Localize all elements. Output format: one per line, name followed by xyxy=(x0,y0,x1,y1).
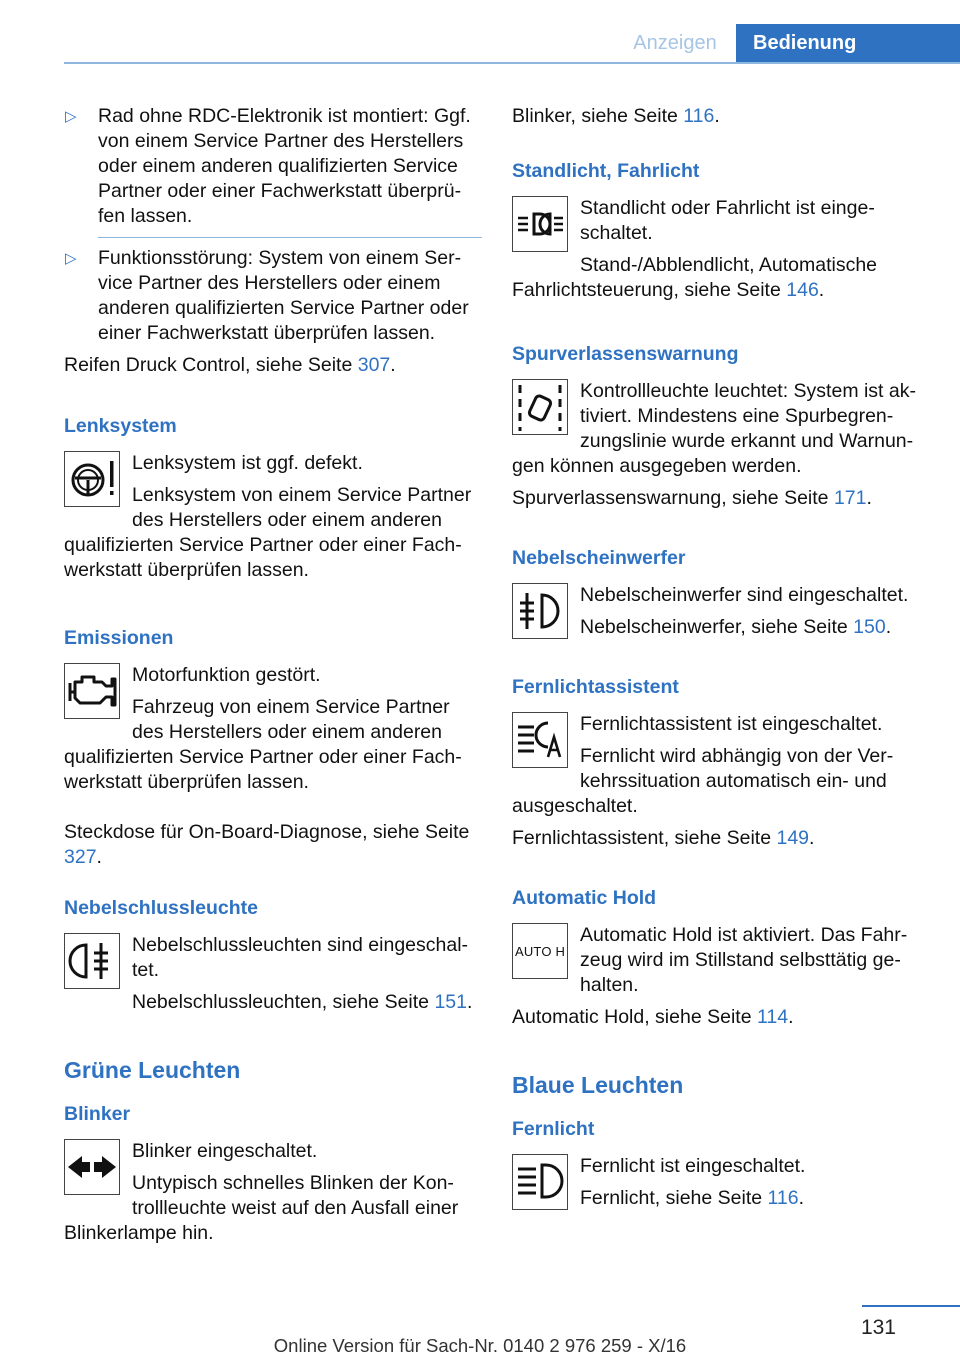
page-link[interactable]: 151 xyxy=(434,991,467,1013)
lenksystem-text-2: Lenksystem von einem Service Partner des Herstellers oder einem anderen qualifizierten Service Partner oder einer Fach‐ werkstatt überprüfen lassen. xyxy=(64,484,472,581)
high-beam-assist-icon xyxy=(512,712,568,768)
page-link[interactable]: 149 xyxy=(776,827,810,849)
obd-reference: Steckdose für On-Board-Diagnose, siehe Seite 327. xyxy=(64,821,470,868)
fernassist-text-2: Fernlicht wird abhängig von der Ver‐ kehrssituation automatisch ein- und ausgeschaltet. xyxy=(512,745,894,817)
fernlicht-text-1: Fernlicht ist eingeschaltet. xyxy=(580,1155,806,1177)
heading-autohold: Automatic Hold xyxy=(512,887,657,909)
header-rule xyxy=(64,62,960,64)
spur-text-1: Kontrollleuchte leuchtet: System ist ak‐ tiviert. Mindestens eine Spurbegren‐ zungslinie wurde erkannt und Warnun‐ gen können ausgegeben werden. xyxy=(512,380,916,477)
heading-emissionen: Emissionen xyxy=(64,627,174,649)
heading-nebelschluss: Nebelschlussleuchte xyxy=(64,897,258,919)
standlicht-reference: Stand-/Abblendlicht, Automatische Fahrlichtsteuerung, siehe Seite 146. xyxy=(512,254,878,301)
heading-fernassist: Fernlichtassistent xyxy=(512,676,679,698)
header-tab-anzeigen[interactable]: Anzeigen xyxy=(633,31,717,54)
blinker-text-2: Untypisch schnelles Blinken der Kon‐ trollleuchte weist auf den Ausfall einer Blinkerlampe hin. xyxy=(64,1172,459,1244)
lenksystem-text-1: Lenksystem ist ggf. defekt. xyxy=(132,452,363,474)
rear-fog-icon xyxy=(64,933,120,989)
nebelschluss-reference: Nebelschlussleuchten, siehe Seite 151. xyxy=(132,991,473,1013)
autohold-text-1: Automatic Hold ist aktiviert. Das Fahr‐ zeug wird im Stillstand selbsttätig ge‐ halten. xyxy=(580,924,908,996)
heading-nebelschein: Nebelscheinwerfer xyxy=(512,547,686,569)
page-link[interactable]: 116 xyxy=(767,1187,799,1209)
fernassist-text-1: Fernlichtassistent ist eingeschaltet. xyxy=(580,713,883,735)
blinker-text-1: Blinker eingeschaltet. xyxy=(132,1140,318,1162)
turn-signal-icon xyxy=(64,1139,120,1195)
high-beam-icon xyxy=(512,1154,568,1210)
auto-hold-icon-label: AUTO H xyxy=(514,943,566,959)
heading-standlicht: Standlicht, Fahrlicht xyxy=(512,160,700,182)
auto-hold-icon xyxy=(512,923,568,979)
blinker-reference: Blinker, siehe Seite 116. xyxy=(512,105,720,127)
bullet-triangle-icon: ▷ xyxy=(65,108,77,125)
heading-blinker: Blinker xyxy=(64,1103,131,1125)
fernassist-reference: Fernlichtassistent, siehe Seite 149. xyxy=(512,827,815,849)
parking-light-icon xyxy=(512,196,568,252)
bullet-text: Funktionsstörung: System von einem Ser‐ vice Partner des Herstellers oder einem anderen qualifizierten Service Partner oder einer Fachwerkstatt überprüfen lassen. xyxy=(98,247,469,344)
page-link[interactable]: 116 xyxy=(683,105,715,127)
rdc-reference: Reifen Druck Control, siehe Seite 307. xyxy=(64,354,396,376)
footer-rule xyxy=(862,1305,960,1307)
divider xyxy=(98,237,482,238)
page-link[interactable]: 171 xyxy=(833,487,867,509)
page-link[interactable]: 327 xyxy=(64,846,97,868)
heading-lenksystem: Lenksystem xyxy=(64,415,177,437)
engine-icon xyxy=(64,663,120,719)
bullet-triangle-icon: ▷ xyxy=(65,250,77,267)
page-number: 131 xyxy=(860,1316,896,1339)
front-fog-icon xyxy=(512,583,568,639)
lane-departure-icon xyxy=(512,379,568,435)
page-link[interactable]: 150 xyxy=(853,616,886,638)
left-column xyxy=(64,104,482,1253)
emissionen-text-2: Fahrzeug von einem Service Partner des Herstellers oder einem anderen qualifizierten Service Partner oder einer Fach‐ werkstatt überprüfen lassen. xyxy=(64,696,462,793)
nebelschein-reference: Nebelscheinwerfer, siehe Seite 150. xyxy=(580,616,892,638)
steering-warning-icon xyxy=(64,451,120,507)
nebelschluss-text-1: Nebelschlussleuchten sind eingeschal‐ tet. xyxy=(132,934,469,981)
heading-spur: Spurverlassenswarnung xyxy=(512,343,739,365)
bullet-text: Rad ohne RDC-Elektronik ist montiert: Ggf. von einem Service Partner des Herstellers oder einem anderen qualifizierten Service Partner oder einer Fachwerkstatt überprü‐ fen lassen. xyxy=(98,105,471,227)
page-link[interactable]: 114 xyxy=(756,1006,789,1028)
right-column xyxy=(512,104,930,1218)
online-version-note: Online Version für Sach-Nr. 0140 2 976 259 - X/16 xyxy=(273,1335,687,1356)
heading-fernlicht: Fernlicht xyxy=(512,1118,595,1140)
list-item xyxy=(64,104,482,229)
page-link[interactable]: 307 xyxy=(357,354,391,376)
fernlicht-reference: Fernlicht, siehe Seite 116. xyxy=(580,1187,805,1209)
standlicht-text-1: Standlicht oder Fahrlicht ist einge‐ schaltet. xyxy=(580,197,875,244)
heading-blaue-leuchten: Blaue Leuchten xyxy=(512,1072,684,1098)
list-item xyxy=(64,246,482,346)
spur-reference: Spurverlassenswarnung, siehe Seite 171. xyxy=(512,487,872,509)
page-link[interactable]: 146 xyxy=(786,279,819,301)
heading-gruene-leuchten: Grüne Leuchten xyxy=(64,1057,241,1083)
emissionen-text-1: Motorfunktion gestört. xyxy=(132,664,321,686)
header-tab-bedienung[interactable]: Bedienung xyxy=(736,24,960,62)
autohold-reference: Automatic Hold, siehe Seite 114. xyxy=(512,1006,794,1028)
nebelschein-text-1: Nebelscheinwerfer sind eingeschaltet. xyxy=(580,584,909,606)
